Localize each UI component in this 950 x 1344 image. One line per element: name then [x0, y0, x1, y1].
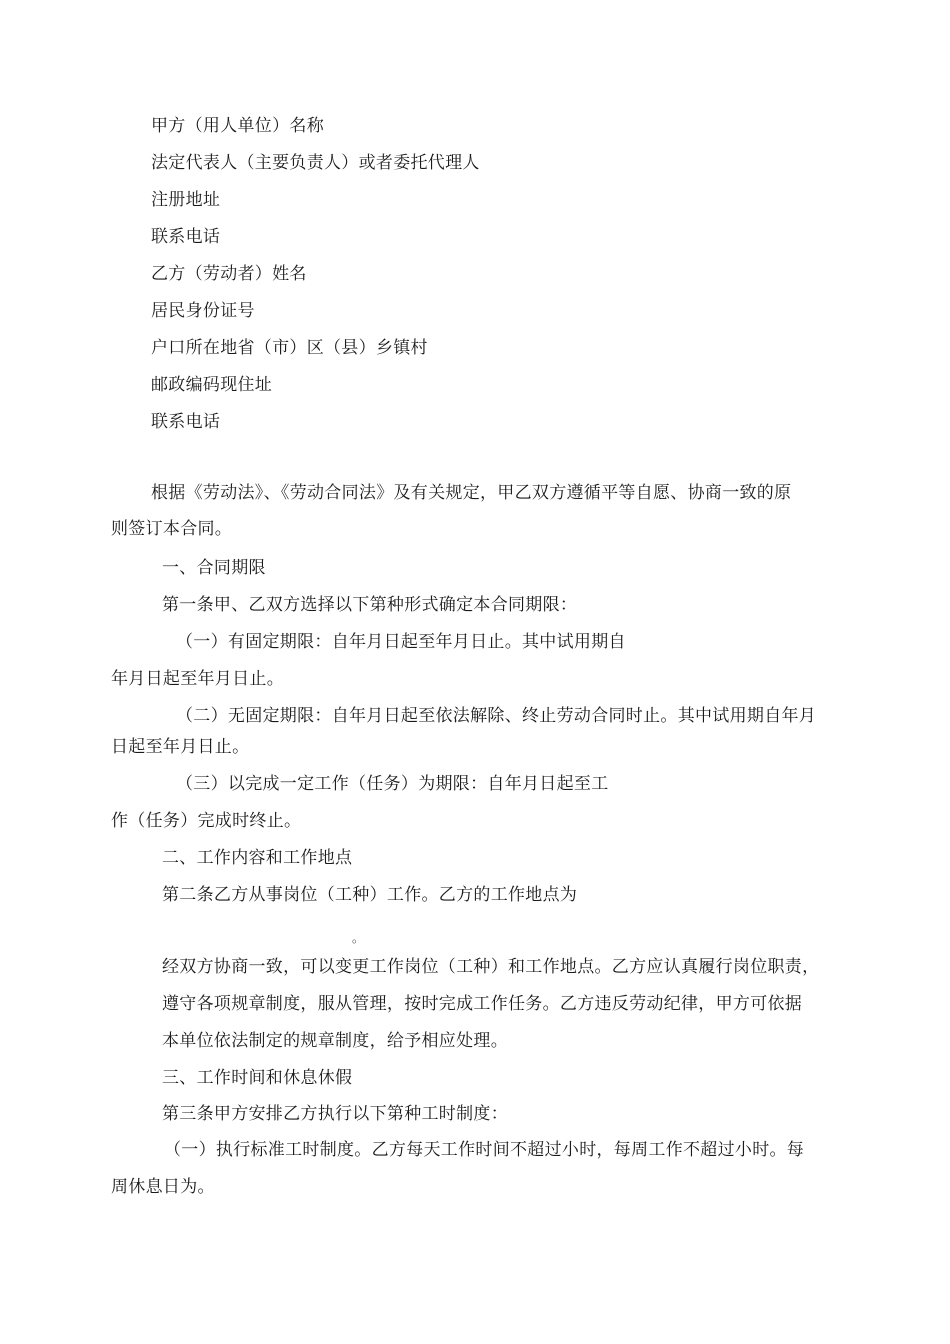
field-id-number: 居民身份证号	[151, 301, 255, 321]
section-3-heading: 三、工作时间和休息休假	[162, 1068, 353, 1088]
section-1-heading: 一、合同期限	[162, 558, 266, 578]
field-employer-name: 甲方（用人单位）名称	[151, 116, 324, 136]
article-1-option-1-line-1: （一）有固定期限：自年月日起至年月日止。其中试用期自	[176, 632, 626, 652]
article-1-option-3-line-2: 作（任务）完成时终止。	[111, 811, 302, 831]
field-household-registration: 户口所在地省（市）区（县）乡镇村	[151, 338, 428, 358]
article-1: 第一条甲、乙双方选择以下第种形式确定本合同期限：	[162, 595, 578, 615]
article-1-option-3-line-1: （三）以完成一定工作（任务）为期限：自年月日起至工	[176, 774, 609, 794]
field-employee-phone: 联系电话	[151, 412, 221, 432]
article-1-option-2-line-2: 日起至年月日止。	[111, 737, 250, 757]
article-1-option-2-line-1: （二）无固定期限：自年月日起至依法解除、终止劳动合同时止。其中试用期自年月	[176, 706, 817, 726]
article-2-period: 。	[352, 931, 365, 945]
article-2-paragraph-line-2: 遵守各项规章制度，服从管理，按时完成工作任务。乙方违反劳动纪律，甲方可依据	[162, 994, 803, 1014]
field-employer-phone: 联系电话	[151, 227, 221, 247]
article-2-paragraph-line-3: 本单位依法制定的规章制度，给予相应处理。	[162, 1031, 508, 1051]
field-postcode-address: 邮政编码现住址	[151, 375, 273, 395]
field-registered-address: 注册地址	[151, 190, 221, 210]
article-1-option-1-line-2: 年月日起至年月日止。	[111, 669, 284, 689]
article-2-paragraph-line-1: 经双方协商一致，可以变更工作岗位（工种）和工作地点。乙方应认真履行岗位职责，	[162, 957, 820, 977]
article-3-option-1-line-2: 周休息日为。	[111, 1177, 215, 1197]
preamble-line-2: 则签订本合同。	[111, 519, 233, 539]
field-legal-representative: 法定代表人（主要负责人）或者委托代理人	[151, 153, 480, 173]
article-2: 第二条乙方从事岗位（工种）工作。乙方的工作地点为	[162, 885, 578, 905]
article-3-option-1-line-1: （一）执行标准工时制度。乙方每天工作时间不超过小时，每周工作不超过小时。每	[164, 1140, 805, 1160]
field-employee-name: 乙方（劳动者）姓名	[151, 264, 307, 284]
section-2-heading: 二、工作内容和工作地点	[162, 848, 353, 868]
article-3: 第三条甲方安排乙方执行以下第种工时制度：	[162, 1104, 508, 1124]
preamble-line-1: 根据《劳动法》、《劳动合同法》及有关规定，甲乙双方遵循平等自愿、协商一致的原	[151, 483, 792, 503]
